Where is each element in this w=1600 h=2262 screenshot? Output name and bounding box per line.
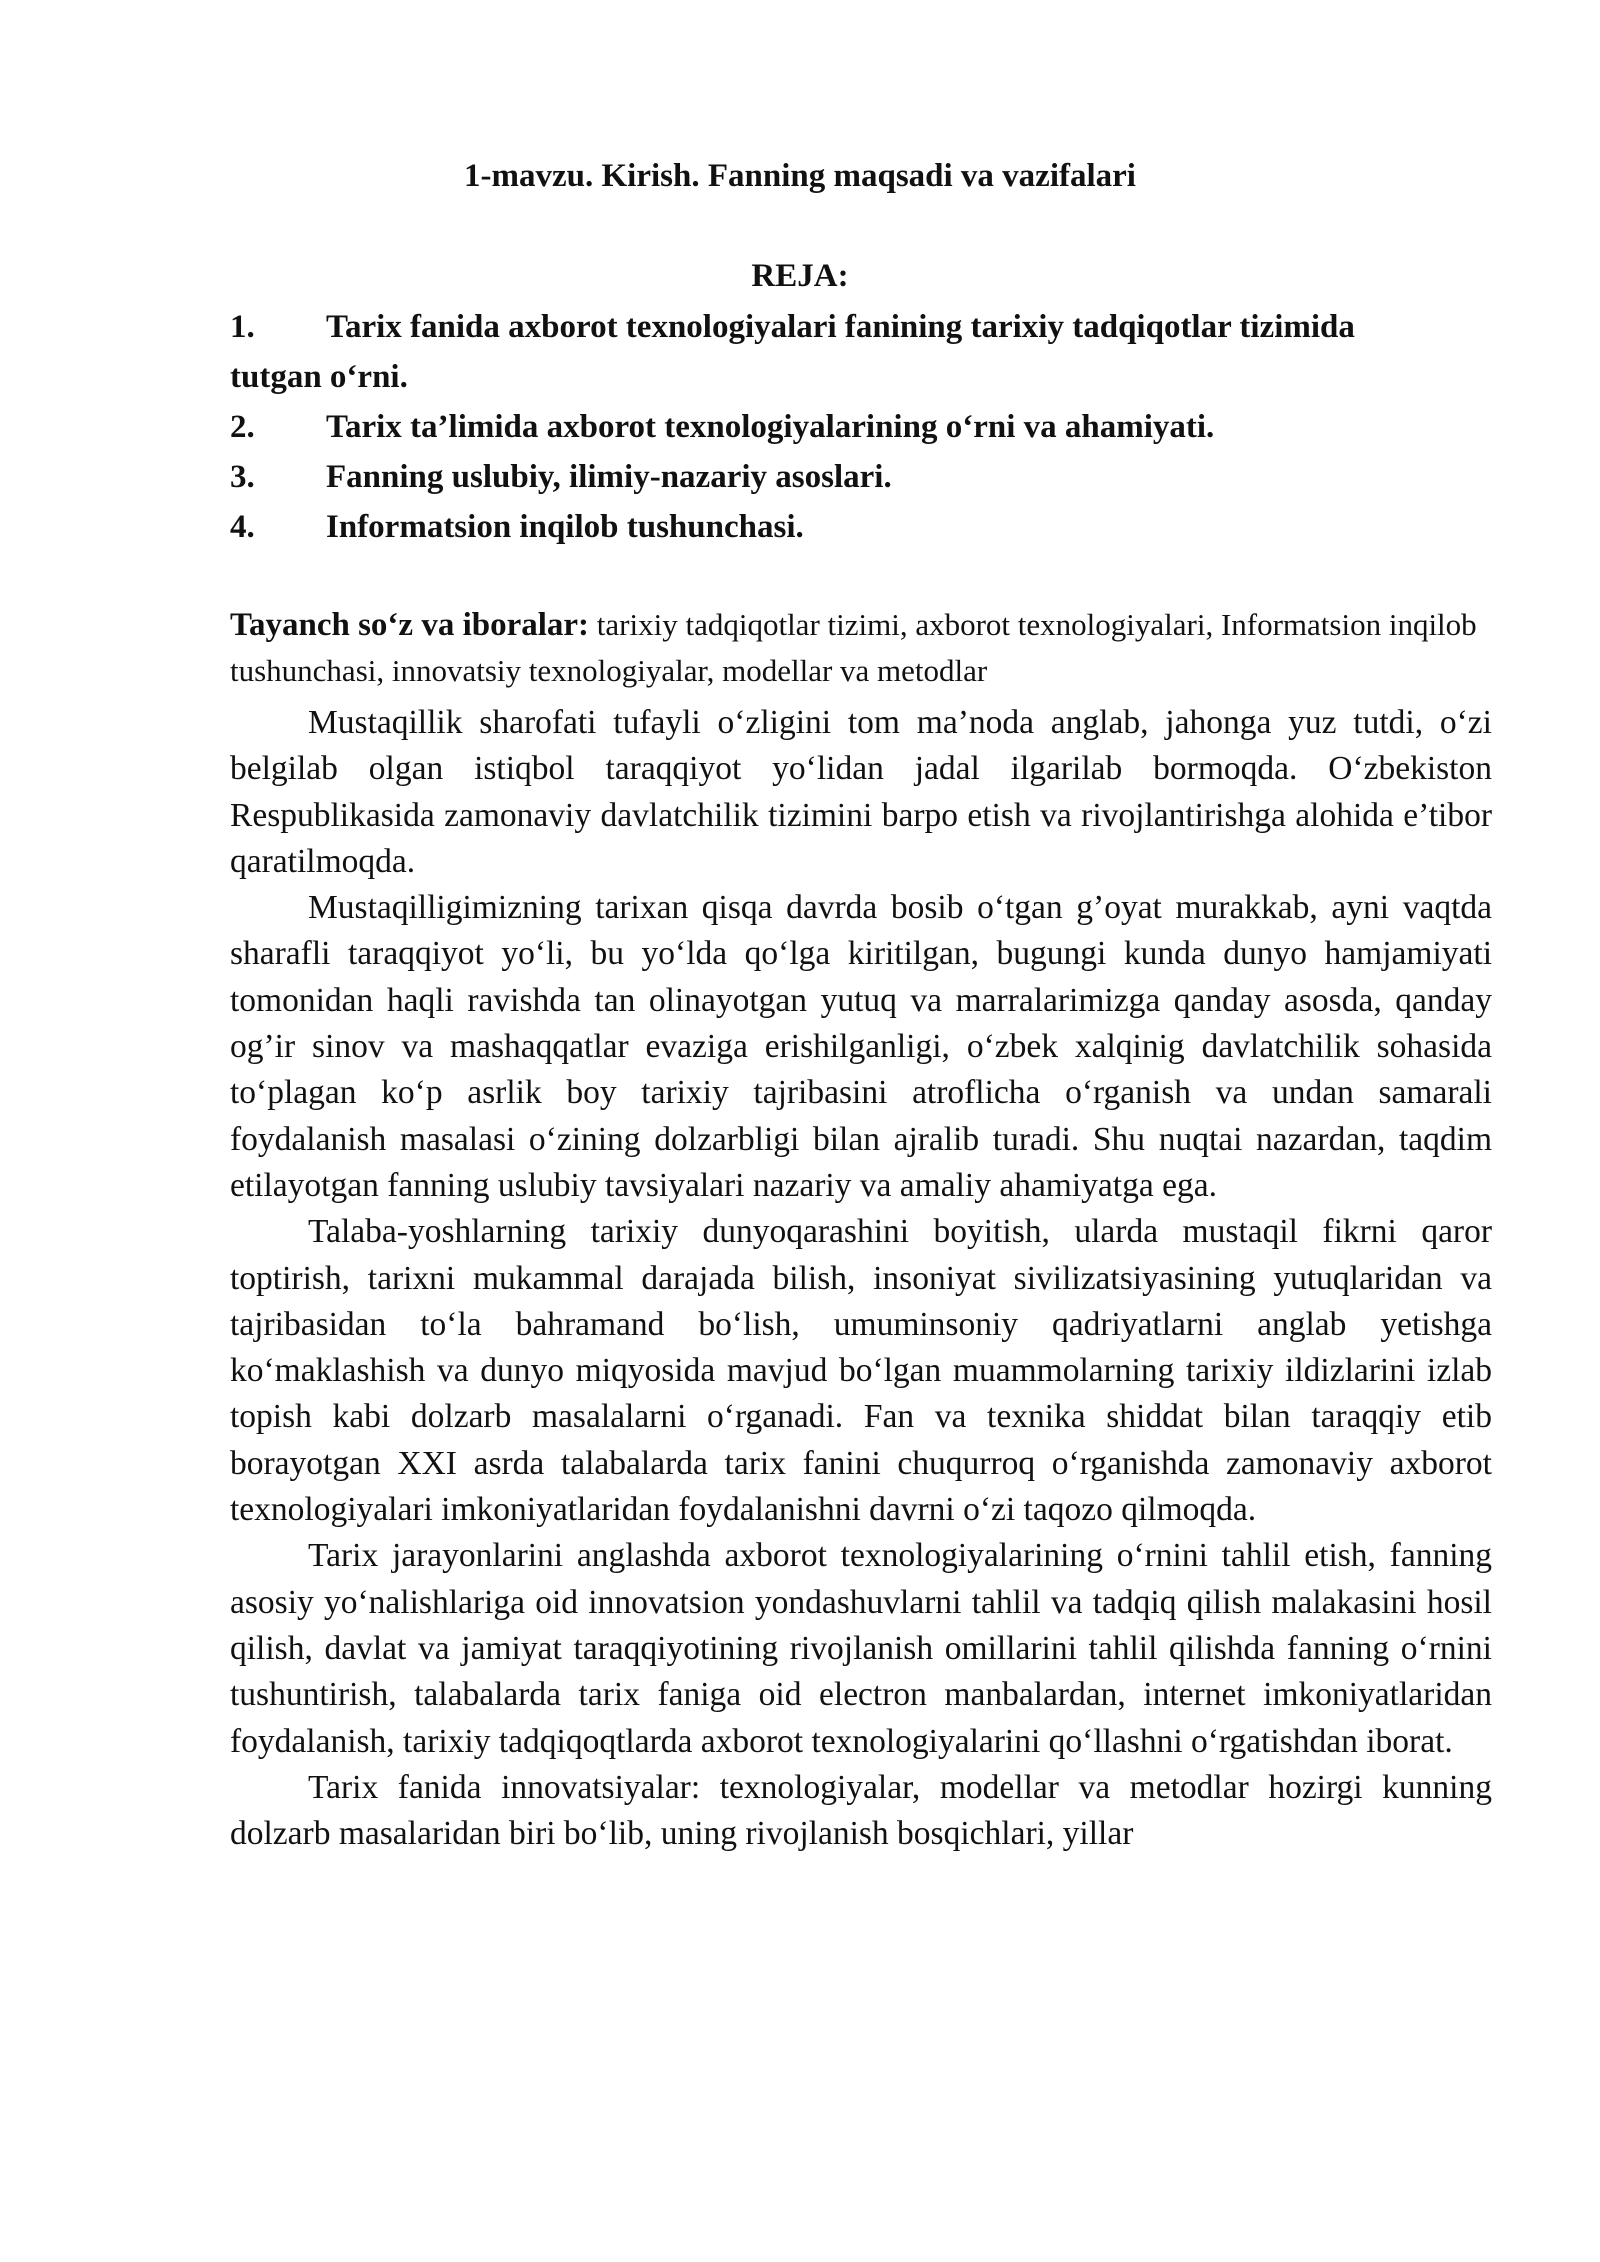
plan-item-number: 4. [230, 509, 255, 545]
body-text [230, 700, 1492, 1857]
plan-item [230, 452, 1380, 502]
plan-item [230, 302, 1380, 402]
paragraph: Tarix jarayonlarini anglashda axborot texnologiyalarining o‘rnini tahlil etish, fanning asosiy yo‘nalishlariga oid innovatsion yondashuvlarni tahlil va tadqiq qilish malakasini hosil qilish, davlat va jamiyat taraqqiyotining rivojlanish omillarini tahlil qilishda fanning o‘rnini tushuntirish, talabalarda tarix faniga oid electron manbalardan, internet imkoniyatlaridan foydalanish, tarixiy tadqiqoqtlarda axborot texnologiyalarini qo‘llashni o‘rgatishdan iborat. [230, 1537, 1492, 1760]
paragraph: Mustaqillik sharofati tufayli o‘zligini tom ma’noda anglab, jahonga yuz tutdi, o‘zi belgilab olgan istiqbol taraqqiyot yo‘lidan jadal ilgarilab bormoqda. O‘zbekiston Respublikasida zamonaviy davlatchilik tizimini barpo etish va rivojlantirishga alohida e’tibor qaratilmoqda. [230, 704, 1492, 880]
paragraph: Tarix fanida innovatsiyalar: texnologiyalar, modellar va metodlar hozirgi kunning dolzarb masalaridan biri bo‘lib, uning rivojlanish bosqichlari, yillar [230, 1768, 1492, 1853]
paragraph: Mustaqilligimizning tarixan qisqa davrda bosib o‘tgan g’oyat murakkab, ayni vaqtda sharafli taraqqiyot yo‘li, bu yo‘lda qo‘lga kiritilgan, bugungi kunda dunyo hamjamiyati tomonidan haqli ravishda tan olinayotgan yutuq va marralarimizga qanday asosda, qanday og’ir sinov va mashaqqatlar evaziga erishilganligi, o‘zbek xalqinig davlatchilik sohasida to‘plagan ko‘p asrlik boy tarixiy tajribasini atroflicha o‘rganish va undan samarali foydalanish masalasi o‘zining dolzarbligi bilan ajralib turadi. Shu nuqtai nazardan, taqdim etilayotgan fanning uslubiy tavsiyalari nazariy va amaliy ahamiyatga ega. [230, 889, 1492, 1204]
plan-item-text: Tarix ta’limida axborot texnologiyalarining o‘rni va ahamiyati. [326, 409, 1215, 445]
plan-item [230, 402, 1380, 452]
plan-list [230, 302, 1380, 552]
keywords-section [230, 602, 1500, 694]
keywords-label: Tayanch so‘z va iboralar: [230, 607, 590, 643]
plan-item-number: 3. [230, 459, 255, 495]
plan-item-text: Informatsion inqilob tushunchasi. [326, 509, 804, 545]
plan-item-text: Tarix fanida axborot texnologiyalari fanining tarixiy tadqiqotlar tizimida tutgan o‘rni. [230, 309, 1355, 395]
keywords-text: tarixiy tadqiqotlar tizimi, axborot texnologiyalari, Informatsion inqilob tushunchasi, innovatsiy texnologiyalar, modellar va metodlar [230, 607, 1477, 688]
paragraph: Talaba-yoshlarning tarixiy dunyoqarashini boyitish, ularda mustaqil fikrni qaror toptirish, tarixni mukammal darajada bilish, insoniyat sivilizatsiyasining yutuqlaridan va tajribasidan to‘la bahramand bo‘lish, umuminsoniy qadriyatlarni anglab yetishga ko‘maklashish va dunyo miqyosida mavjud bo‘lgan muammolarning tarixiy ildizlarini izlab topish kabi dolzarb masalalarni o‘rganadi. Fan va texnika shiddat bilan taraqqiy etib borayotgan XXI asrda talabalarda tarix fanini chuqurroq o‘rganishda zamonaviy axborot texnologiyalari imkoniyatlaridan foydalanishni davrni o‘zi taqozo qilmoqda. [230, 1213, 1492, 1529]
plan-heading: REJA: [751, 258, 849, 294]
plan-item-number: 2. [230, 409, 255, 445]
page-title: 1-mavzu. Kirish. Fanning maqsadi va vazifalari [464, 158, 1136, 194]
plan-item [230, 502, 1380, 552]
plan-item-text: Fanning uslubiy, ilimiy-nazariy asoslari. [326, 459, 892, 495]
plan-item-number: 1. [230, 309, 255, 345]
